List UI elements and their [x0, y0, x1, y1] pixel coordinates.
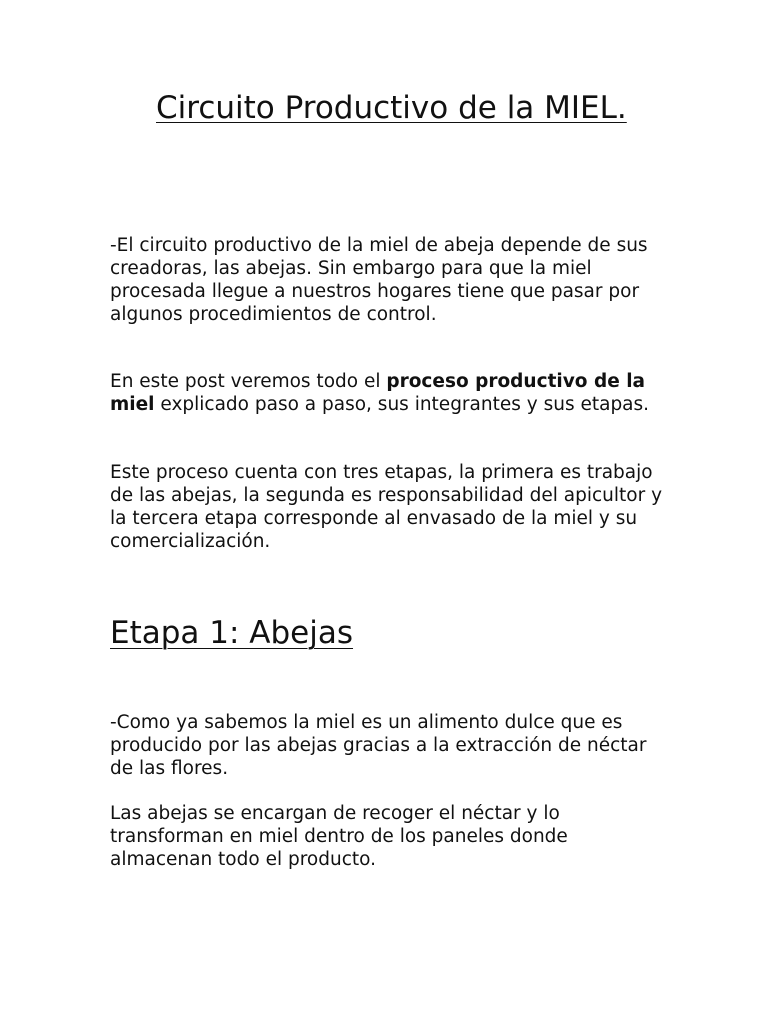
- bold-process-phrase: proceso productivo de la miel: [110, 371, 646, 415]
- post-overview-text-end: explicado paso a paso, sus integrantes y sus etapas.: [154, 394, 650, 415]
- intro-paragraph: -El circuito productivo de la miel de abeja depende de sus creadoras, las abejas. Sin embargo para que la miel procesada llegue a nuestros hogares tiene que pasar por algunos procedimientos de control.: [110, 235, 648, 325]
- stages-paragraph: Este proceso cuenta con tres etapas, la primera es trabajo de las abejas, la segunda es responsabilidad del apicultor y la tercera etapa corresponde al envasado de la miel y su comercialización.: [110, 462, 663, 552]
- section-heading-abejas: Etapa 1: Abejas: [110, 615, 354, 651]
- document-title: Circuito Productivo de la MIEL.: [156, 90, 627, 126]
- abejas-paragraph-1: -Como ya sabemos la miel es un alimento dulce que es producido por las abejas gracias a la extracción de néctar de las flores.: [110, 712, 647, 779]
- post-overview-text-start: En este post veremos todo el: [110, 371, 387, 392]
- post-overview-paragraph: [110, 370, 670, 416]
- abejas-paragraph-2: Las abejas se encargan de recoger el néctar y lo transforman en miel dentro de los paneles donde almacenan todo el producto.: [110, 803, 568, 870]
